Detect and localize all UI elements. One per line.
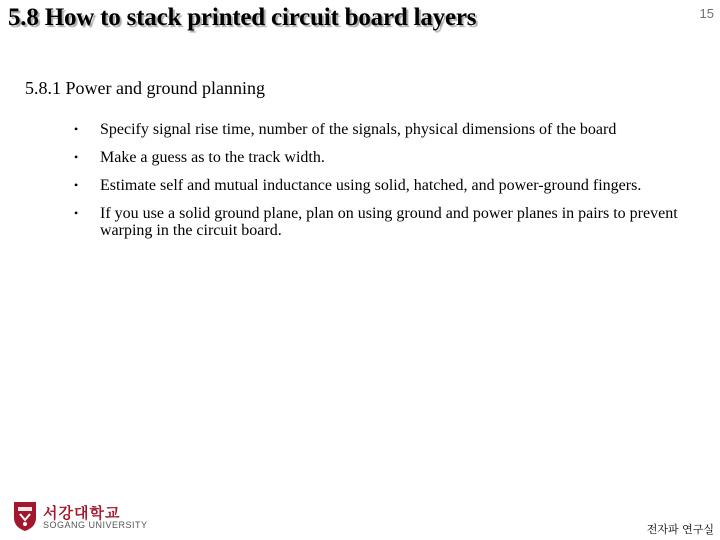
university-logo xyxy=(12,500,148,536)
bullet-marker: • xyxy=(74,150,79,164)
slide-title: 5.8 How to stack printed circuit board layers xyxy=(8,4,477,31)
bullet-text: Make a guess as to the track width. xyxy=(100,149,325,166)
bullet-list xyxy=(74,121,704,250)
bullet-text: Estimate self and mutual inductance using solid, hatched, and power-ground fingers. xyxy=(100,177,642,194)
bullet-text: If you use a solid ground plane, plan on using ground and power planes in pairs to prevent warping in the circuit board. xyxy=(100,205,678,239)
logo-english-text: SOGANG UNIVERSITY xyxy=(43,520,148,530)
section-heading: 5.8.1 Power and ground planning xyxy=(25,78,265,98)
bullet-item xyxy=(74,121,704,138)
bullet-marker: • xyxy=(74,178,79,192)
bullet-item xyxy=(74,205,704,239)
bullet-marker: • xyxy=(74,122,79,136)
bullet-item xyxy=(74,149,704,166)
bullet-marker: • xyxy=(74,206,79,220)
footer-lab-name: 전자파 연구실 xyxy=(646,523,714,536)
page-number: 15 xyxy=(699,6,714,21)
logo-korean-text: 서강대학교 xyxy=(43,504,121,522)
university-crest-icon xyxy=(12,500,38,532)
bullet-item xyxy=(74,177,704,194)
bullet-text: Specify signal rise time, number of the signals, physical dimensions of the board xyxy=(100,121,617,138)
